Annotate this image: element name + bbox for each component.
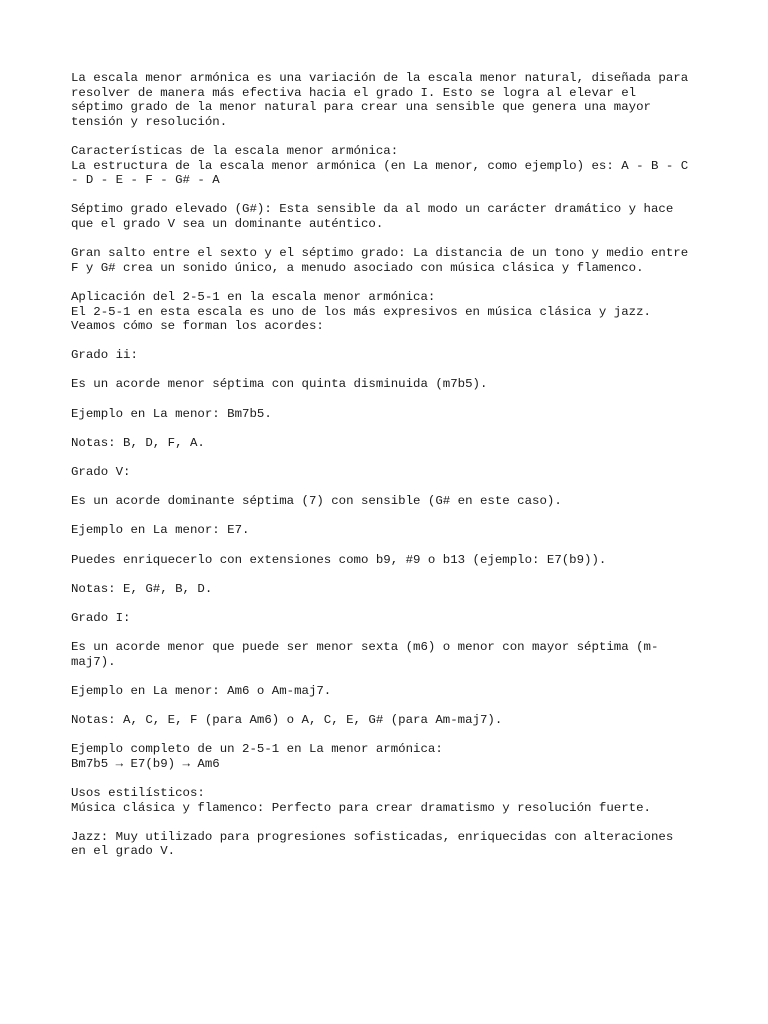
grado-i-heading: Grado I: bbox=[71, 610, 131, 625]
grado-ii-description: Es un acorde menor séptima con quinta disminuida (m7b5). bbox=[71, 377, 488, 392]
grado-v-example: Ejemplo en La menor: E7. bbox=[71, 523, 250, 538]
document-page bbox=[71, 71, 711, 874]
grado-ii-example: Ejemplo en La menor: Bm7b5. bbox=[71, 406, 272, 421]
stylistic-uses-paragraph: Usos estilísticos: Música clásica y flamenco: Perfecto para crear dramatismo y resolución fuerte. bbox=[71, 786, 651, 815]
grado-ii-heading: Grado ii: bbox=[71, 348, 138, 363]
grado-ii-notes: Notas: B, D, F, A. bbox=[71, 435, 205, 450]
grado-v-heading: Grado V: bbox=[71, 465, 131, 480]
grado-i-description: Es un acorde menor que puede ser menor sexta (m6) o menor con mayor séptima (m- maj7). bbox=[71, 640, 659, 669]
complete-example-paragraph: Ejemplo completo de un 2-5-1 en La menor armónica: Bm7b5 → E7(b9) → Am6 bbox=[71, 742, 443, 771]
grado-i-notes: Notas: A, C, E, F (para Am6) o A, C, E, G# (para Am-maj7). bbox=[71, 713, 503, 728]
interval-paragraph: Gran salto entre el sexto y el séptimo grado: La distancia de un tono y medio entre F y G# crea un sonido único, a menudo asociado con música clásica y flamenco. bbox=[71, 246, 689, 275]
grado-v-description: Es un acorde dominante séptima (7) con sensible (G# en este caso). bbox=[71, 494, 562, 509]
jazz-paragraph: Jazz: Muy utilizado para progresiones sofisticadas, enriquecidas con alteraciones en el grado V. bbox=[71, 829, 674, 859]
seventh-degree-paragraph: Séptimo grado elevado (G#): Esta sensible da al modo un carácter dramático y hace que el grado V sea un dominante auténtico. bbox=[71, 202, 674, 231]
grado-i-example: Ejemplo en La menor: Am6 o Am-maj7. bbox=[71, 683, 332, 698]
characteristics-paragraph: Características de la escala menor armónica: La estructura de la escala menor armónica (en La menor, como ejemplo) es: A - B - C - D - E - F - G# - A bbox=[71, 143, 689, 188]
grado-v-notes: Notas: E, G#, B, D. bbox=[71, 581, 213, 596]
application-paragraph: Aplicación del 2-5-1 en la escala menor armónica: El 2-5-1 en esta escala es uno de los más expresivos en música clásica y jazz. Veamos cómo se forman los acordes: bbox=[71, 289, 651, 334]
grado-v-extensions: Puedes enriquecerlo con extensiones como b9, #9 o b13 (ejemplo: E7(b9)). bbox=[71, 552, 607, 567]
intro-paragraph: La escala menor armónica es una variación de la escala menor natural, diseñada para resolver de manera más efectiva hacia el grado I. Esto se logra al elevar el séptimo grado de la menor natural para crear una sensible que genera una mayor tensión y resolución. bbox=[71, 71, 689, 129]
